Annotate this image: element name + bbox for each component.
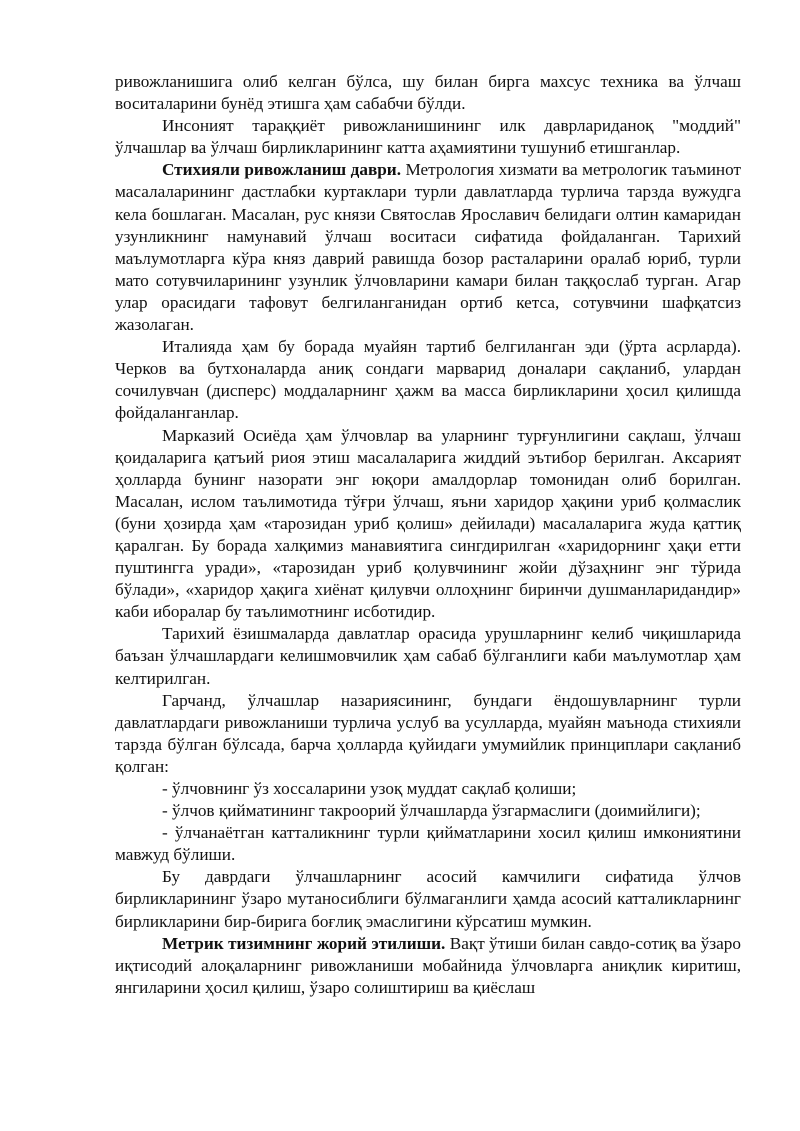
- list-item-2: - ўлчов қийматининг такроорий ўлчашларда ўзгармаслиги (доимийлиги);: [162, 801, 701, 821]
- paragraph-11: Бу даврдаги ўлчашларнинг асосий камчилиги сифатида ўлчов бирликларининг ўзаро мутаносиблиги бўлмаганлиги ҳамда асосий катталикларнинг бирликларини бир-бирига боғлиқ эмаслигини кўрсатиш мумкин.: [115, 867, 741, 931]
- paragraph-2: Инсоният тараққиёт ривожланишининг илк даврлариданоқ "моддий" ўлчашлар ва ўлчаш бирликларининг катта аҳамиятини тушуниб етишганлар.: [115, 116, 741, 158]
- paragraph-3: [115, 159, 741, 336]
- paragraph-1: ривожланишига олиб келган бўлса, шу билан бирга махсус техника ва ўлчаш воситаларини бунёд этишга ҳам сабабчи бўлди.: [115, 72, 741, 114]
- paragraph-3-body: Метрология хизмати ва метрологик таъминот масалаларининг дастлабки куртаклари турли давлатларда турлича тарзда вужудга кела бошлаган. Масалан, рус князи Святослав Ярославич белидаги олтин камаридан узунликнинг намунавий ўлчаш воситаси сифатида фойдаланган. Тарихий маълумотларга кўра княз даврий равишда бозор расталарини оралаб юриб, турли мато сотувчиларининг узунлик ўлчовларини камари билан таққослаб турган. Агар улар орасидаги тафовут белгиланганидан ортиб кетса, сотувчини шафқатсиз жазолаган.: [115, 160, 741, 335]
- list-item-3: - ўлчанаётган катталикнинг турли қийматларини хосил қилиш имкониятини мавжуд бўлиши.: [115, 823, 741, 865]
- paragraph-5: Марказий Осиёда ҳам ўлчовлар ва уларнинг турғунлигини сақлаш, ўлчаш қоидаларига қатъий риоя этиш масалаларига жиддий эътибор берилган. Аксарият ҳолларда бунинг назорати энг юқори амалдорлар томонидан олиб борилган. Масалан, ислом таълимотида тўғри ўлчаш, яъни харидор ҳақини уриб қолмаслик (буни ҳозирда ҳам «тарозидан уриб қолиш» дейилади) масалаларига жуда қаттиқ қаралган. Бу борада халқимиз манавиятига сингдирилган «харидорнинг ҳақи етти пуштингга уради», «тарозидан уриб қолувчининг жойи дўзаҳнинг энг тўрида бўлади», «харидор ҳақига хиёнат қилувчи оллоҳнинг биринчи душманларидандир» каби иборалар бу таълимотнинг исботидир.: [115, 425, 741, 622]
- section-heading-metric-system: Метрик тизимнинг жорий этилиши.: [162, 933, 446, 953]
- paragraph-6: Тарихий ёзишмаларда давлатлар орасида урушларнинг келиб чиқишларида баъзан ўлчашлардаги келишмовчилик ҳам сабаб бўлганлиги каби маълумотлар ҳам келтирилган.: [115, 624, 741, 688]
- list-item-1: - ўлчовнинг ўз хоссаларини узоқ муддат сақлаб қолиши;: [162, 779, 577, 798]
- section-heading-spontaneous-period: Стихияли ривожланиш даври.: [162, 160, 401, 180]
- document-page: [115, 71, 741, 999]
- paragraph-12-body: Вақт ўтиши билан савдо-сотиқ ва ўзаро иқтисодий алоқаларнинг ривожланиши мобайнида ўлчовларга аниқлик киритиш, янгиларини ҳосил қилиш, ўзаро солиштириш ва қиёслаш: [115, 933, 741, 997]
- paragraph-7: Гарчанд, ўлчашлар назариясининг, бундаги ёндошувларнинг турли давлатлардаги ривожланиши турлича услуб ва усулларда, муайян маънода стихияли тарзда бўлган бўлсада, барча ҳолларда қуйидаги умумийлик принциплари сақланиб қолган:: [115, 690, 741, 776]
- paragraph-4: Италияда ҳам бу борада муайян тартиб белгиланган эди (ўрта асрларда). Черков ва бутхоналарда аниқ сондаги марварид доналари сақланиб, улардан сочилувчан (дисперс) моддаларнинг ҳажм ва масса бирликларини ҳосил қилишда фойдаланганлар.: [115, 337, 741, 423]
- paragraph-12: [115, 933, 741, 999]
